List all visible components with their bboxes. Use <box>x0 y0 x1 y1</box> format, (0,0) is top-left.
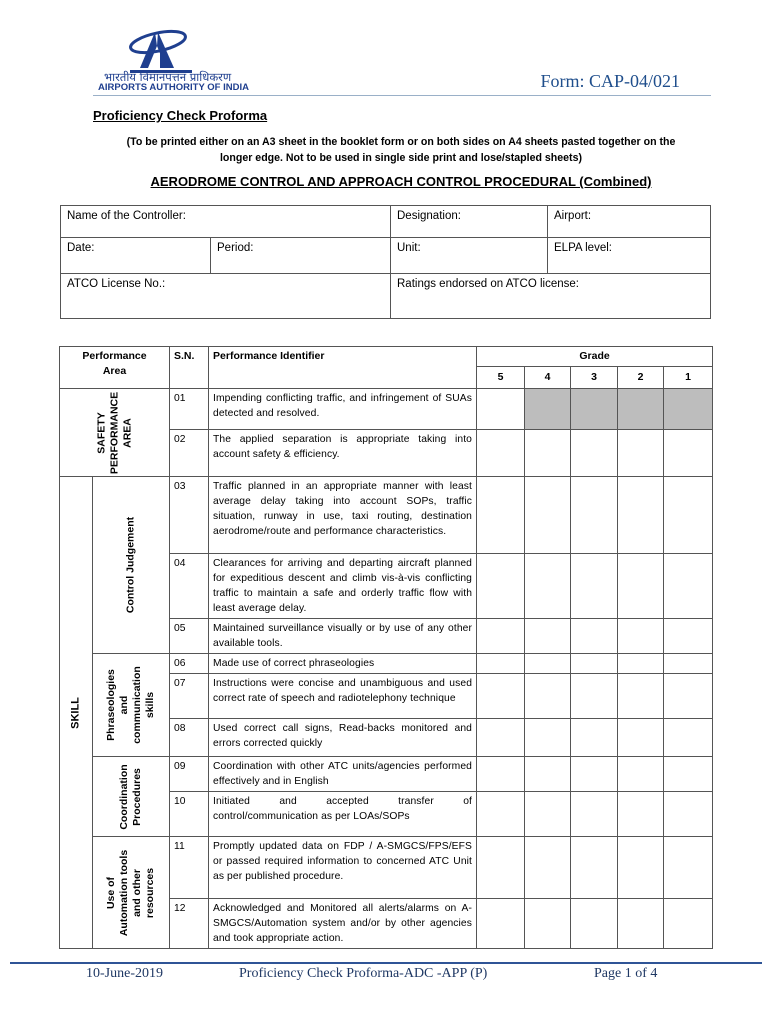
grade-4-cell[interactable] <box>525 837 571 899</box>
row-identifier: Instructions were concise and unambiguous and used correct rate of speech and radiotelephony technique <box>209 674 477 719</box>
grade-5-cell[interactable] <box>477 792 525 837</box>
grade-4-cell[interactable] <box>525 389 571 430</box>
row-identifier: Coordination with other ATC units/agencies performed effectively and in English <box>209 757 477 792</box>
grade-1-cell[interactable] <box>664 899 713 949</box>
form-number: Form: CAP-04/021 <box>540 71 680 91</box>
grade-5-cell[interactable] <box>477 674 525 719</box>
row-identifier: Made use of correct phraseologies <box>209 654 477 674</box>
group-skill <box>60 477 93 949</box>
ratings-field[interactable]: Ratings endorsed on ATCO license: <box>390 273 711 319</box>
group-phraseologies <box>93 654 170 757</box>
grade-1-cell[interactable] <box>664 757 713 792</box>
airport-field[interactable]: Airport: <box>547 205 711 238</box>
grade-2-cell[interactable] <box>618 757 664 792</box>
grade-5-cell[interactable] <box>477 654 525 674</box>
grade-2-cell[interactable] <box>618 619 664 654</box>
grade-2-cell[interactable] <box>618 430 664 477</box>
grade-4-header: 4 <box>525 367 571 389</box>
grade-3-cell[interactable] <box>571 757 618 792</box>
grade-5-cell[interactable] <box>477 430 525 477</box>
group-control-judgement-label: Control Judgement <box>124 516 137 614</box>
grade-3-cell[interactable] <box>571 554 618 619</box>
row-identifier: The applied separation is appropriate taking into account safety & efficiency. <box>209 430 477 477</box>
grade-4-cell[interactable] <box>525 554 571 619</box>
instructions <box>93 134 709 166</box>
atco-license-field[interactable]: ATCO License No.: <box>60 273 391 319</box>
grade-1-cell[interactable] <box>664 430 713 477</box>
grade-2-header: 2 <box>618 367 664 389</box>
row-sn: 05 <box>170 619 209 654</box>
grade-3-cell[interactable] <box>571 719 618 757</box>
group-automation-label <box>105 849 157 935</box>
grade-1-cell[interactable] <box>664 389 713 430</box>
grade-3-cell[interactable] <box>571 837 618 899</box>
col-performance-area-line-1: Performance <box>82 350 147 362</box>
row-identifier: Initiated and accepted transfer of control/communication as per LOAs/SOPs <box>209 792 477 837</box>
group-safety-line-1: SAFETY <box>95 411 107 454</box>
performance-table <box>59 346 713 949</box>
grade-5-cell[interactable] <box>477 837 525 899</box>
grade-1-cell[interactable] <box>664 554 713 619</box>
grade-1-cell[interactable] <box>664 837 713 899</box>
header-divider <box>93 95 711 96</box>
group-safety-performance-area <box>60 389 170 477</box>
row-identifier: Traffic planned in an appropriate manner with least average delay taking into account SOPs, traffic situation, runway in use, taxi routing, destination aerodrome/route and performance characteristics. <box>209 477 477 554</box>
grade-4-cell[interactable] <box>525 757 571 792</box>
group-safety-line-3: AREA <box>121 417 133 448</box>
grade-1-cell[interactable] <box>664 477 713 554</box>
grade-1-cell[interactable] <box>664 654 713 674</box>
col-performance-area-line-2: Area <box>102 365 127 377</box>
instructions-line-2: longer edge. Not to be used in single side print and lose/stapled sheets) <box>219 152 582 164</box>
row-identifier: Acknowledged and Monitored all alerts/alarms on A-SMGCS/Automation system and/or by other agencies and took appropriate action. <box>209 899 477 949</box>
grade-2-cell[interactable] <box>618 899 664 949</box>
grade-4-cell[interactable] <box>525 674 571 719</box>
grade-3-cell[interactable] <box>571 899 618 949</box>
col-sn: S.N. <box>170 347 209 389</box>
grade-1-cell[interactable] <box>664 792 713 837</box>
group-phraseologies-line-1: Phraseologies <box>105 669 117 741</box>
group-phraseologies-line-2: and <box>118 695 130 715</box>
grade-4-cell[interactable] <box>525 719 571 757</box>
table-row <box>60 389 713 430</box>
group-automation-line-4: resources <box>144 867 156 918</box>
group-skill-label: SKILL <box>69 696 82 729</box>
row-sn: 06 <box>170 654 209 674</box>
grade-1-cell[interactable] <box>664 719 713 757</box>
grade-5-cell[interactable] <box>477 477 525 554</box>
row-sn: 12 <box>170 899 209 949</box>
grade-2-cell[interactable] <box>618 654 664 674</box>
row-sn: 03 <box>170 477 209 554</box>
row-sn: 04 <box>170 554 209 619</box>
grade-3-cell[interactable] <box>571 430 618 477</box>
grade-2-cell[interactable] <box>618 554 664 619</box>
row-sn: 11 <box>170 837 209 899</box>
table-row <box>60 757 713 792</box>
table-row <box>60 477 713 554</box>
row-sn: 07 <box>170 674 209 719</box>
grade-5-cell[interactable] <box>477 619 525 654</box>
info-row-2 <box>60 237 711 274</box>
grade-4-cell[interactable] <box>525 430 571 477</box>
grade-4-cell[interactable] <box>525 654 571 674</box>
col-grade: Grade <box>477 347 713 367</box>
row-identifier: Impending conflicting traffic, and infringement of SUAs detected and resolved. <box>209 389 477 430</box>
row-sn: 08 <box>170 719 209 757</box>
period-field[interactable]: Period: <box>210 237 391 274</box>
grade-2-cell[interactable] <box>618 837 664 899</box>
grade-4-cell[interactable] <box>525 792 571 837</box>
grade-3-cell[interactable] <box>571 674 618 719</box>
grade-3-cell[interactable] <box>571 792 618 837</box>
grade-1-header: 1 <box>664 367 713 389</box>
section-heading: AERODROME CONTROL AND APPROACH CONTROL PROCEDURAL (Combined) <box>150 174 652 189</box>
group-safety-label <box>95 391 134 473</box>
col-identifier: Performance Identifier <box>209 347 477 389</box>
group-safety-line-2: PERFORMANCE <box>108 391 120 474</box>
grade-2-cell[interactable] <box>618 477 664 554</box>
grade-2-cell[interactable] <box>618 674 664 719</box>
grade-3-header: 3 <box>571 367 618 389</box>
row-sn: 09 <box>170 757 209 792</box>
group-automation-line-2: Automation tools <box>118 849 130 936</box>
grade-5-cell[interactable] <box>477 389 525 430</box>
unit-field[interactable]: Unit: <box>390 237 548 274</box>
grade-2-cell[interactable] <box>618 389 664 430</box>
grade-5-header: 5 <box>477 367 525 389</box>
page-title: Proficiency Check Proforma <box>93 108 268 123</box>
footer-divider <box>10 962 762 964</box>
group-control-judgement <box>93 477 170 654</box>
date-field[interactable]: Date: <box>60 237 211 274</box>
row-identifier: Used correct call signs, Read-backs monitored and errors corrected quickly <box>209 719 477 757</box>
table-row <box>60 654 713 674</box>
row-identifier: Clearances for arriving and departing aircraft planned for expeditious descent and climb vis-à-vis conflicting traffic to maintain a safe and orderly traffic flow with least average delay. <box>209 554 477 619</box>
grade-1-cell[interactable] <box>664 619 713 654</box>
info-row-3 <box>60 273 711 319</box>
logo-hindi-text: भारतीय विमानपत्तन प्राधिकरण <box>104 70 232 84</box>
grade-3-cell[interactable] <box>571 619 618 654</box>
row-identifier: Maintained surveillance visually or by use of any other available tools. <box>209 619 477 654</box>
group-automation-line-1: Use of <box>105 876 117 909</box>
group-phraseologies-line-3: communication <box>131 666 143 744</box>
group-phraseologies-label <box>105 666 157 744</box>
controller-name-field[interactable]: Name of the Controller: <box>60 205 391 238</box>
group-automation-line-3: and other <box>131 868 143 917</box>
designation-field[interactable]: Designation: <box>390 205 548 238</box>
group-coordination-procedures <box>93 757 170 837</box>
row-sn: 02 <box>170 430 209 477</box>
grade-2-cell[interactable] <box>618 719 664 757</box>
table-row <box>60 837 713 899</box>
grade-5-cell[interactable] <box>477 899 525 949</box>
grade-2-cell[interactable] <box>618 792 664 837</box>
group-automation-tools <box>93 837 170 949</box>
grade-5-cell[interactable] <box>477 757 525 792</box>
grade-5-cell[interactable] <box>477 719 525 757</box>
logo-english-text: AIRPORTS AUTHORITY OF INDIA <box>98 82 249 93</box>
group-coordination-line-1: Coordination <box>118 763 130 830</box>
group-coordination-line-2: Procedures <box>131 767 143 826</box>
footer-page-number: Page 1 of 4 <box>594 966 658 981</box>
grade-3-cell[interactable] <box>571 389 618 430</box>
info-row-1 <box>60 205 711 238</box>
row-identifier: Promptly updated data on FDP / A-SMGCS/FPS/EFS or passed required information to concerned ATC Unit as per published procedure. <box>209 837 477 899</box>
col-performance-area <box>60 347 170 389</box>
table-header-row <box>60 347 713 367</box>
grade-4-cell[interactable] <box>525 477 571 554</box>
group-coordination-label <box>118 764 144 829</box>
grade-3-cell[interactable] <box>571 477 618 554</box>
group-phraseologies-line-4: skills <box>144 691 156 719</box>
elpa-level-field[interactable]: ELPA level: <box>547 237 711 274</box>
instructions-line-1: (To be printed either on an A3 sheet in the booklet form or on both sides on A4 sheets pasted together on the <box>126 136 676 148</box>
footer-document-name: Proficiency Check Proforma-ADC -APP (P) <box>239 966 488 981</box>
grade-3-cell[interactable] <box>571 654 618 674</box>
grade-4-cell[interactable] <box>525 619 571 654</box>
row-sn: 10 <box>170 792 209 837</box>
footer-date: 10-June-2019 <box>86 966 163 981</box>
grade-5-cell[interactable] <box>477 554 525 619</box>
row-sn: 01 <box>170 389 209 430</box>
grade-4-cell[interactable] <box>525 899 571 949</box>
grade-1-cell[interactable] <box>664 674 713 719</box>
